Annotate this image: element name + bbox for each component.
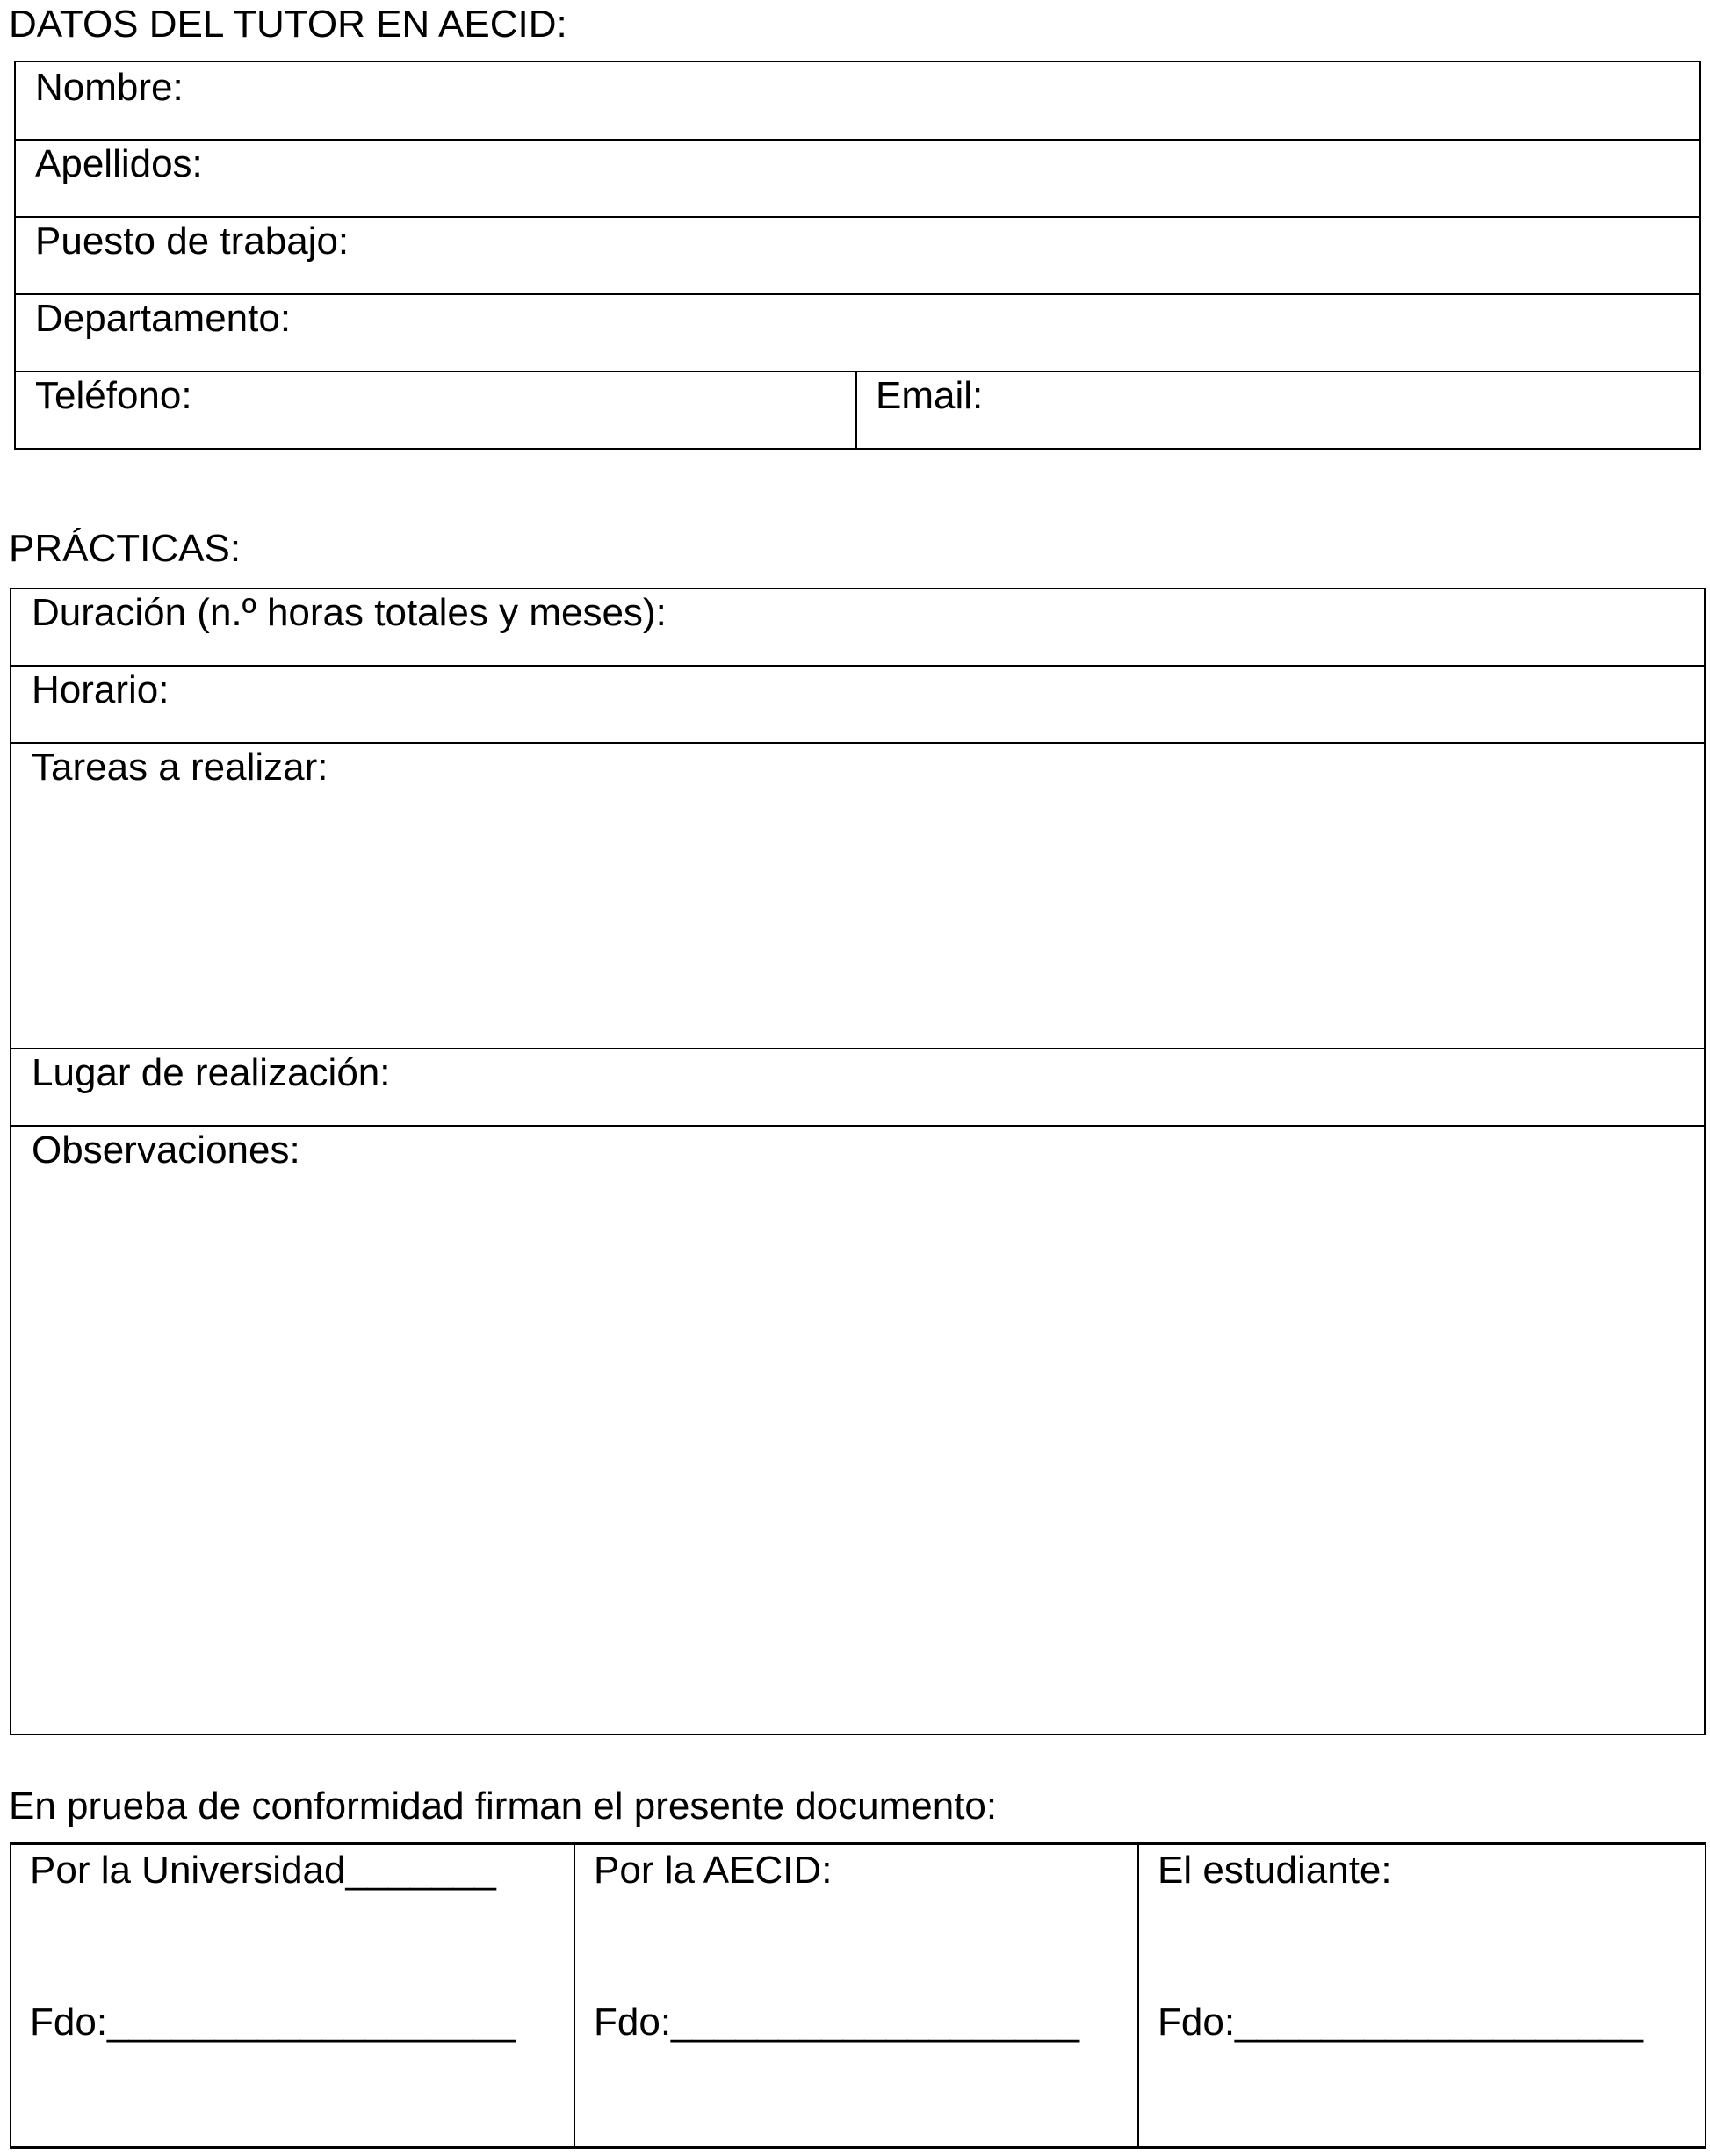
telefono-label: Teléfono:: [35, 374, 192, 417]
signature-table: [10, 1842, 1706, 2149]
nombre-label: Nombre:: [35, 66, 184, 109]
observaciones-label: Observaciones:: [32, 1128, 300, 1172]
field-horario[interactable]: [11, 665, 1704, 742]
student-label: El estudiante:: [1158, 1849, 1392, 1892]
tutor-section-title: DATOS DEL TUTOR EN AECID:: [9, 3, 567, 46]
university-label: Por la Universidad_______: [30, 1849, 496, 1892]
field-tareas[interactable]: [11, 742, 1704, 1048]
horario-label: Horario:: [32, 668, 170, 711]
practicas-table: [10, 588, 1706, 1735]
tutor-table: [14, 61, 1701, 450]
student-sign-line: Fdo:___________________: [1158, 2001, 1643, 2044]
field-observaciones[interactable]: [11, 1125, 1704, 1734]
departamento-label: Departamento:: [35, 297, 292, 340]
lugar-label: Lugar de realización:: [32, 1051, 391, 1094]
signature-student[interactable]: [1139, 1845, 1701, 2146]
signature-university[interactable]: [11, 1845, 574, 2146]
signature-section-title: En prueba de conformidad firman el presente documento:: [9, 1785, 998, 1828]
tareas-label: Tareas a realizar:: [32, 746, 328, 789]
puesto-label: Puesto de trabajo:: [35, 220, 350, 263]
contact-divider: [855, 372, 857, 450]
apellidos-label: Apellidos:: [35, 142, 203, 185]
field-row-contact: [16, 371, 1699, 450]
aecid-sign-line: Fdo:___________________: [594, 2001, 1079, 2044]
field-nombre[interactable]: [16, 62, 1699, 140]
field-departamento[interactable]: [16, 293, 1699, 371]
signature-aecid[interactable]: [575, 1845, 1137, 2146]
aecid-label: Por la AECID:: [594, 1849, 833, 1892]
practicas-section-title: PRÁCTICAS:: [9, 527, 242, 570]
field-duracion[interactable]: [11, 589, 1704, 667]
field-apellidos[interactable]: [16, 139, 1699, 216]
duracion-label: Duración (n.º horas totales y meses):: [32, 591, 667, 634]
field-lugar[interactable]: [11, 1048, 1704, 1125]
field-puesto[interactable]: [16, 216, 1699, 293]
university-sign-line: Fdo:___________________: [30, 2001, 516, 2044]
email-label: Email:: [876, 374, 984, 417]
